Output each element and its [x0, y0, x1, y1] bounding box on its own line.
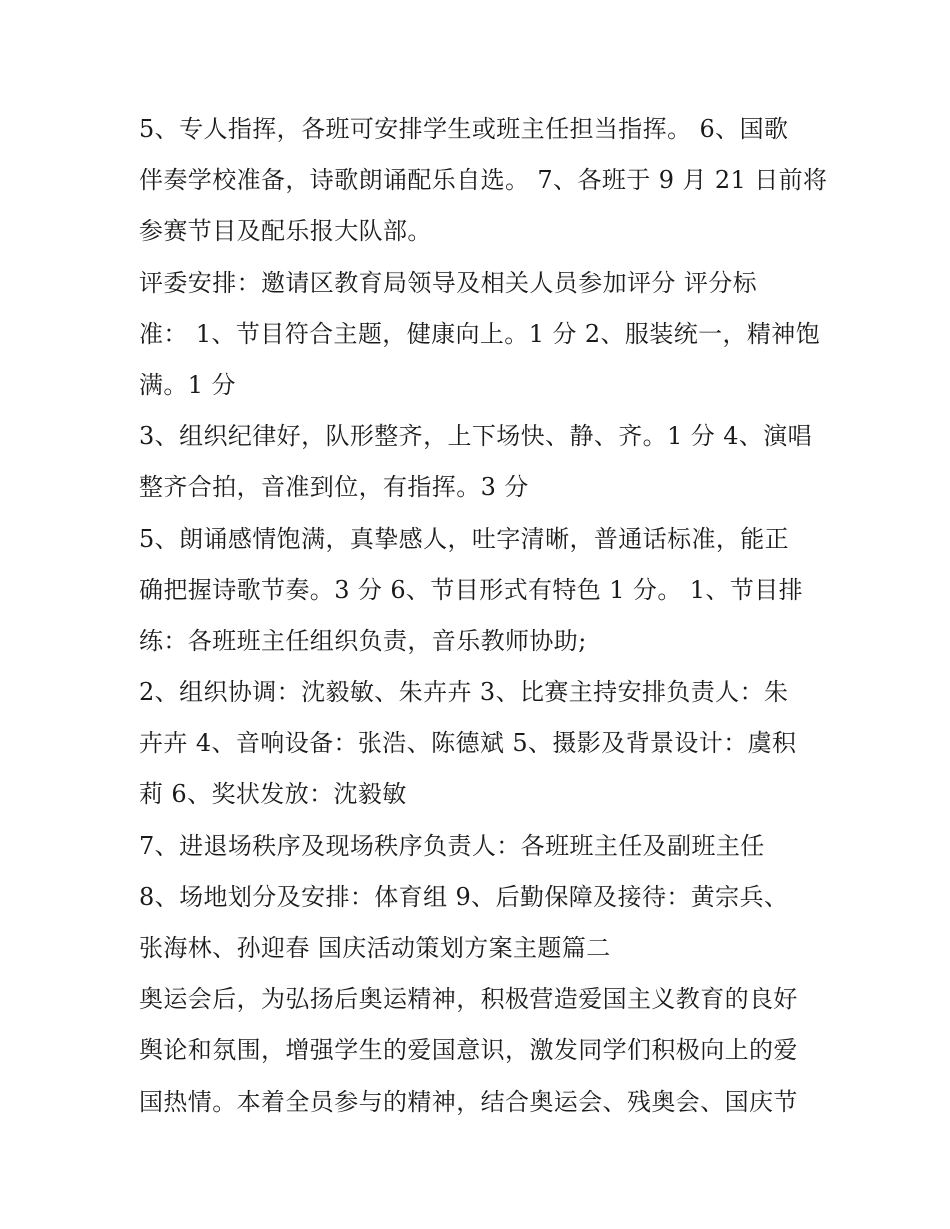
- text-line: 准： 1、节目符合主题，健康向上。1 分 2、服装统一，精神饱: [139, 319, 821, 348]
- text-line: 2、组织协调：沈毅敏、朱卉卉 3、比赛主持安排负责人：朱: [139, 678, 789, 707]
- text-line: 评委安排：邀请区教育局领导及相关人员参加评分 评分标: [139, 268, 758, 297]
- text-line: 卉卉 4、音响设备：张浩、陈德斌 5、摄影及背景设计：虞积: [139, 729, 797, 758]
- document-body: [139, 104, 828, 1128]
- text-line: 奥运会后，为弘扬后奥运精神，积极营造爱国主义教育的良好: [139, 985, 798, 1014]
- text-line: 莉 6、奖状发放：沈毅敏: [139, 780, 407, 809]
- text-line: 5、朗诵感情饱满，真挚感人，吐字清晰，普通话标准，能正: [139, 524, 790, 553]
- text-line: 5、专人指挥，各班可安排学生或班主任担当指挥。 6、国歌: [139, 115, 789, 143]
- text-line: 舆论和氛围，增强学生的爱国意识，激发同学们积极向上的爱: [139, 1036, 798, 1065]
- text-line: 3、组织纪律好，队形整齐，上下场快、静、齐。1 分 4、演唱: [139, 422, 813, 451]
- text-line: 整齐合拍，音准到位，有指挥。3 分: [139, 473, 529, 502]
- text-line: 国热情。本着全员参与的精神，结合奥运会、残奥会、国庆节: [139, 1087, 798, 1116]
- text-line: 伴奏学校准备，诗歌朗诵配乐自选。 7、各班于 9 月 21 日前将: [139, 166, 828, 195]
- text-line: 7、进退场秩序及现场秩序负责人：各班班主任及副班主任: [139, 831, 765, 860]
- text-line: 确把握诗歌节奏。3 分 6、节目形式有特色 1 分。 1、节目排: [139, 575, 804, 604]
- text-line: 张海林、孙迎春 国庆活动策划方案主题篇二: [139, 934, 611, 962]
- text-line: 满。1 分: [139, 370, 236, 399]
- text-line: 参赛节目及配乐报大队部。: [139, 217, 432, 246]
- text-line: 8、场地划分及安排：体育组 9、后勤保障及接待：黄宗兵、: [139, 882, 789, 911]
- text-line: 练：各班班主任组织负责，音乐教师协助;: [139, 626, 587, 655]
